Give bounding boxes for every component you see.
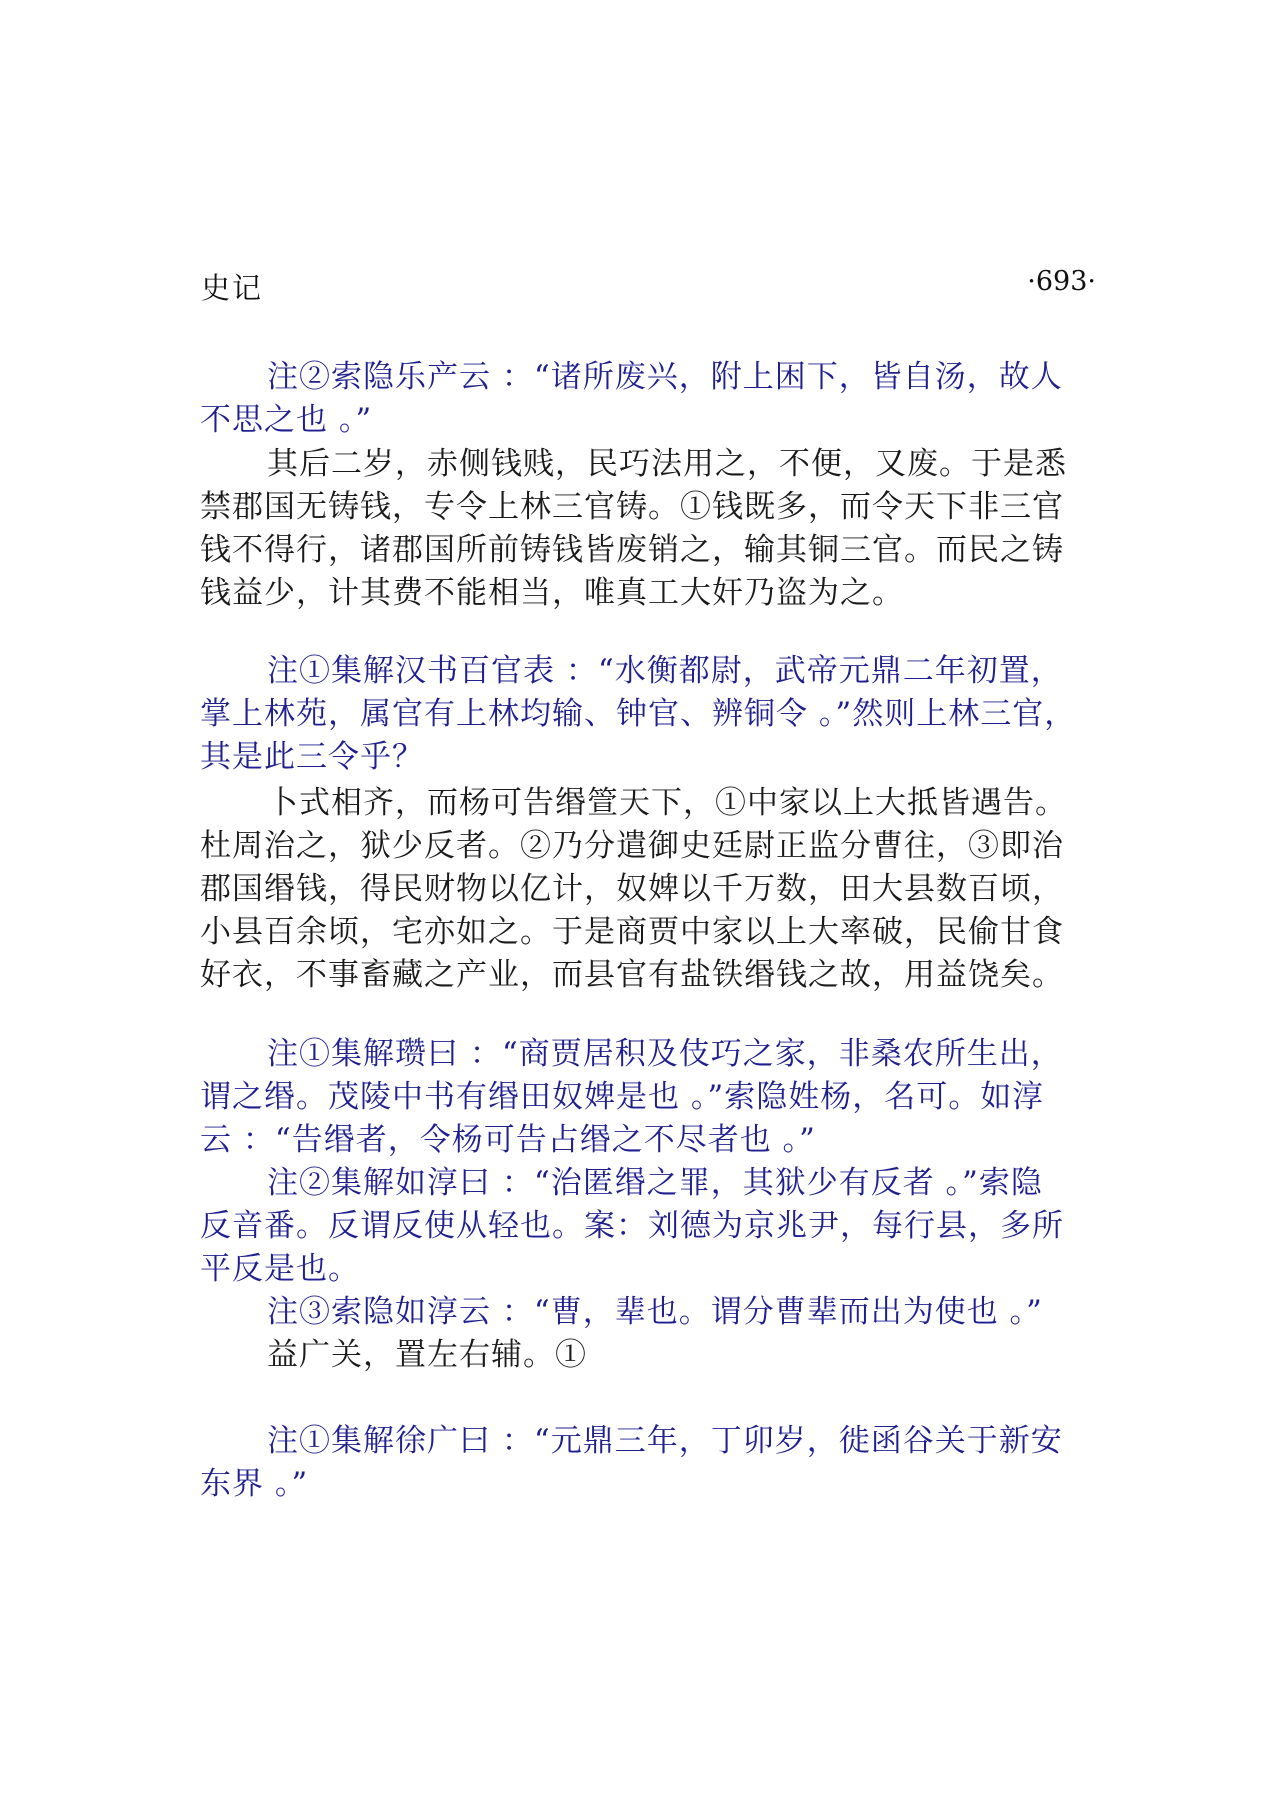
annotation-line: 平反是也。: [200, 1251, 360, 1287]
body-paragraph: [200, 782, 1100, 997]
annotation-line: 反音番。反谓反使从轻也。案：刘德为京兆尹，每行县，多所: [200, 1208, 1064, 1244]
annotation-line: 注②索隐乐产云 ：“诸所废兴，附上困下，皆自汤，故人: [267, 359, 1063, 395]
running-title: 史记: [201, 271, 264, 305]
page-number: ·693·: [1027, 266, 1096, 297]
annotation-line: 不思之也 。”: [200, 402, 373, 438]
paragraph-line: 卜式相齐，而杨可告缗箮天下，①中家以上大抵皆遇告。: [267, 785, 1067, 821]
paragraph-line: 其后二岁，赤侧钱贱，民巧法用之，不便，又废。于是悉: [267, 446, 1067, 482]
annotation-line: 注③索隐如淳云 ：“曹，辈也。谓分曹辈而出为使也 。”: [267, 1294, 1043, 1330]
annotation-line: 谓之缗。茂陵中书有缗田奴婢是也 。”索隐姓杨，名可。如淳: [200, 1079, 1045, 1115]
paragraph-line: 益广关，置左右辅。①: [267, 1337, 587, 1373]
annotation-line: 东界 。”: [200, 1466, 309, 1502]
body-paragraph: [200, 1334, 1100, 1377]
annotation-block: [200, 356, 1100, 442]
annotation-block: [200, 1420, 1100, 1506]
annotation-block: [200, 1033, 1100, 1334]
annotation-line: 注①集解汉书百官表 ：“水衡都尉，武帝元鼎二年初置，: [267, 653, 1063, 689]
annotation-line: 注①集解徐广曰 ：“元鼎三年，丁卯岁，徙函谷关于新安: [267, 1423, 1063, 1459]
annotation-line: 注①集解瓒曰 ：“商贾居积及伎巧之家，非桑农所生出，: [267, 1036, 1063, 1072]
annotation-line: 其是此三令乎？: [200, 739, 424, 775]
paragraph-line: 钱益少，计其费不能相当，唯真工大奸乃盗为之。: [200, 575, 904, 611]
paragraph-line: 禁郡国无铸钱，专令上林三官铸。①钱既多，而令天下非三官: [200, 489, 1064, 525]
paragraph-line: 好衣，不事畜藏之产业，而县官有盐铁缗钱之故，用益饶矣。: [200, 957, 1064, 993]
annotation-block: [200, 650, 1100, 779]
annotation-line: 云 ：“告缗者，令杨可告占缗之不尽者也 。”: [200, 1122, 816, 1158]
annotation-line: 注②集解如淳曰 ：“治匿缗之罪，其狱少有反者 。”索隐: [267, 1165, 1043, 1201]
paragraph-line: 钱不得行，诸郡国所前铸钱皆废销之，输其铜三官。而民之铸: [200, 532, 1064, 568]
annotation-line: 掌上林苑，属官有上林均输、钟官、辨铜令 。”然则上林三官，: [200, 696, 1077, 732]
page-header: [201, 266, 1096, 310]
body-paragraph: [200, 443, 1100, 615]
paragraph-line: 小县百余顷，宅亦如之。于是商贾中家以上大率破，民偷甘食: [200, 914, 1064, 950]
paragraph-line: 郡国缗钱，得民财物以亿计，奴婢以千万数，田大县数百顷，: [200, 871, 1064, 907]
paragraph-line: 杜周治之，狱少反者。②乃分遣御史廷尉正监分曹往，③即治: [200, 828, 1064, 864]
